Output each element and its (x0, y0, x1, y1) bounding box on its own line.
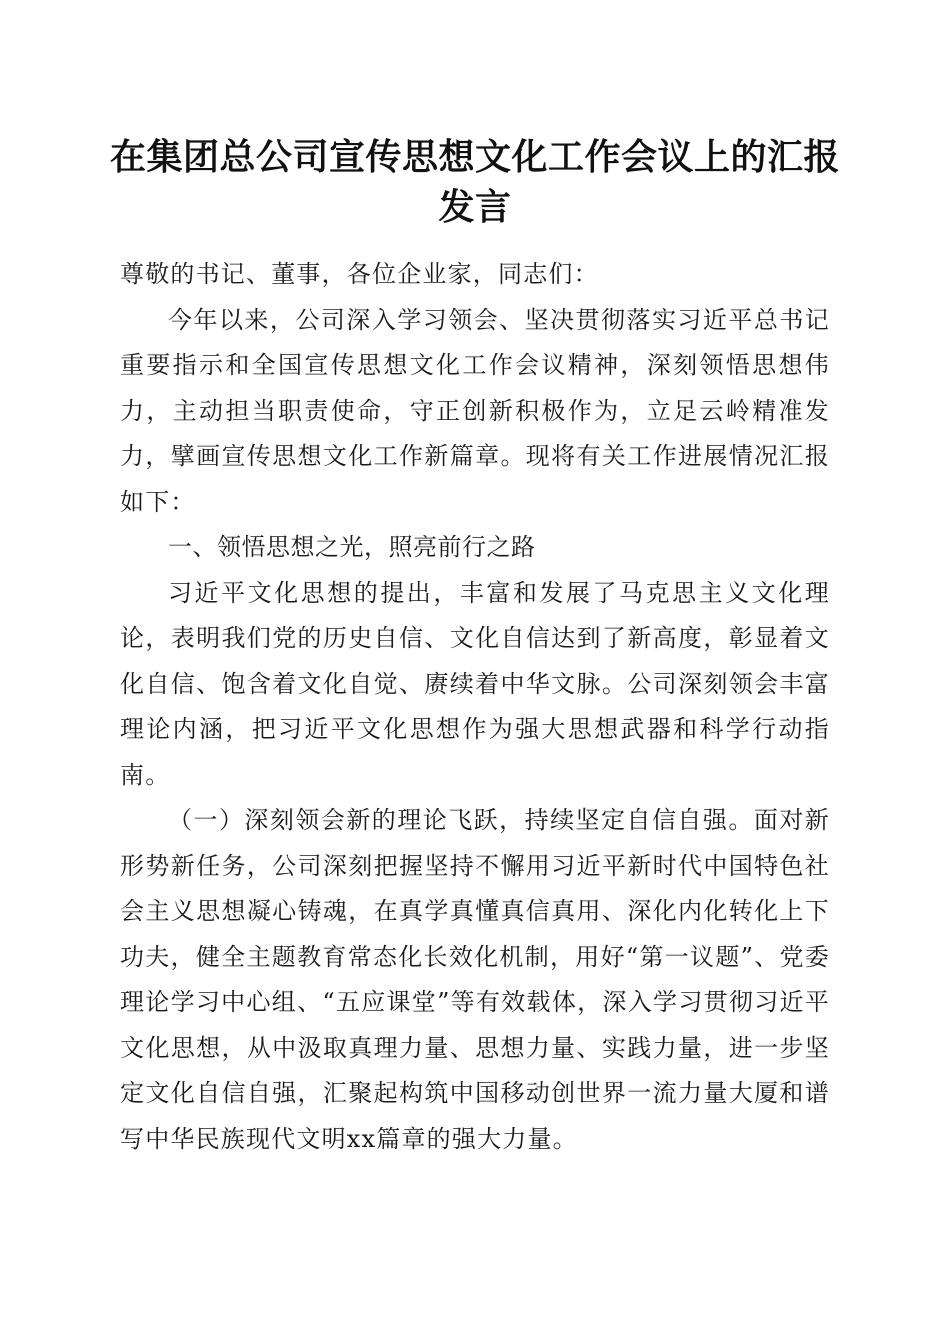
section-heading-1: 一、领悟思想之光，照亮前行之路 (168, 533, 536, 561)
paragraph-subsection-1: （一）深刻领会新的理论飞跃，持续坚定自信自强。面对新形势新任务，公司深刻把握坚持不懈用习近平新时代中国特色社会主义思想凝心铸魂，在真学真懂真信真用、深化内化转化上下功夫，健全主题教育常态化长效化机制，用好“第一议题”、党委理论学习中心组、“五应课堂”等有效载体，深入学习贯彻习近平文化思想，从中汲取真理力量、思想力量、实践力量，进一步坚定文化自信自强，汇聚起构筑中国移动创世界一流力量大厦和谱写中华民族现代文明xx篇章的强大力量。 (120, 806, 830, 1153)
document-body (120, 252, 830, 1162)
document-title: 在集团总公司宣传思想文化工作会议上的汇报发言 (109, 136, 840, 228)
paragraph-intro: 今年以来，公司深入学习领会、坚决贯彻落实习近平总书记重要指示和全国宣传思想文化工作会议精神，深刻领悟思想伟力，主动担当职责使命，守正创新积极作为，立足云岭精准发力，擘画宣传思想文化工作新篇章。现将有关工作进展情况汇报如下： (120, 305, 830, 516)
salutation: 尊敬的书记、董事，各位企业家，同志们： (120, 260, 599, 288)
paragraph-section-1: 习近平文化思想的提出，丰富和发展了马克思主义文化理论，表明我们党的历史自信、文化自信达到了新高度，彰显着文化自信、饱含着文化自觉、赓续着中华文脉。公司深刻领会丰富理论内涵，把习近平文化思想作为强大思想武器和科学行动指南。 (120, 578, 830, 789)
